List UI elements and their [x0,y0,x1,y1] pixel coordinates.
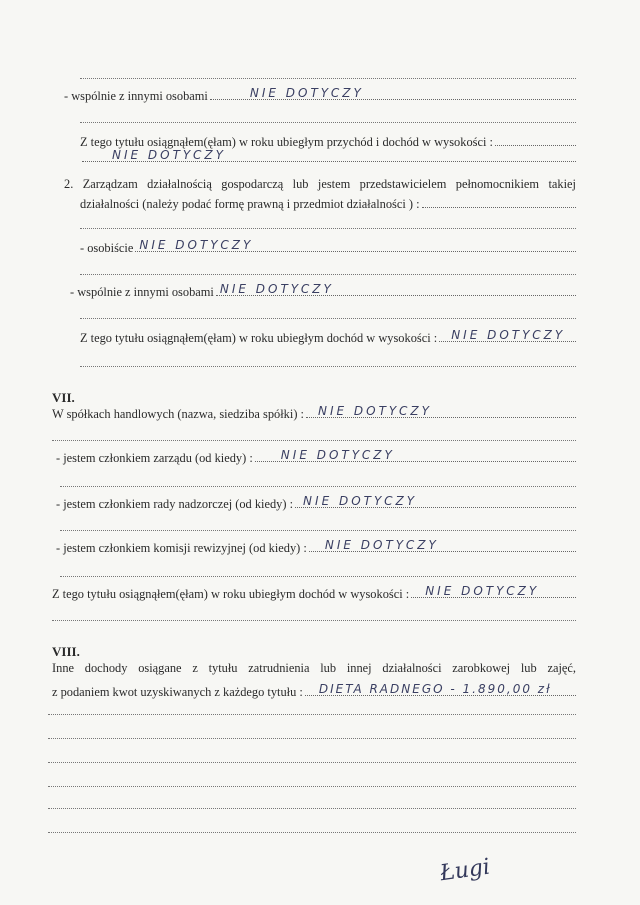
field-fill [210,88,576,100]
field-label: - jestem członkiem rady nadzorczej (od kiedy) : [56,497,294,511]
field-label: działalności (należy podać formę prawną i przedmiot działalności ) : [80,197,420,211]
dotted-rule [52,440,576,441]
handwritten-entry: NIE DOTYCZY [324,538,439,552]
handwritten-entry: NIE DOTYCZY [280,448,395,462]
field-label: - osobiście [80,241,134,255]
field-fill [295,496,576,508]
field-fill [439,330,576,342]
handwritten-entry: NIE DOTYCZY [139,238,254,252]
dotted-rule [60,576,576,577]
handwritten-entry: NIE DOTYCZY [303,494,418,508]
field-fill [422,196,576,208]
field-row-other-income [52,684,576,700]
field-row-joint-1 [64,88,576,104]
dotted-rule [80,228,576,229]
item-2-text: 2. Zarządzam działalnością gospodarczą lub jestem przedstawicielem pełnomocnikiem takiej [64,177,576,191]
dotted-rule [48,738,576,739]
field-row-income-3 [52,586,576,602]
field-fill [82,150,576,162]
dotted-rule [80,274,576,275]
field-fill [255,450,576,462]
section-viii-text: Inne dochody osiągane z tytułu zatrudnienia lub innej działalności zarobkowej lub zajęć, [52,661,576,675]
handwritten-entry: NIE DOTYCZY [219,282,334,296]
field-label: Z tego tytułu osiągnąłem(ęłam) w roku ubiegłym dochód w wysokości : [52,587,410,601]
handwritten-entry: NIE DOTYCZY [112,148,226,162]
field-row-supervisory [56,496,576,512]
handwritten-signature: Ługi [438,854,492,887]
handwritten-entry: NIE DOTYCZY [425,584,540,598]
dotted-rule [80,318,576,319]
field-label: - wspólnie z innymi osobami [70,285,214,299]
field-label: - wspólnie z innymi osobami [64,89,208,103]
section-viii-heading: VIII. [52,644,80,659]
handwritten-entry: DIETA RADNEGO - 1.890,00 zł [318,682,552,696]
dotted-rule [80,366,576,367]
section-vii-heading: VII. [52,390,75,405]
field-row-personal [80,240,576,256]
handwritten-entry: NIE DOTYCZY [451,328,566,342]
field-fill [305,684,576,696]
dotted-rule [48,762,576,763]
field-row-joint-2 [70,284,576,300]
field-row-income-1-cont [80,150,576,162]
dotted-rule [60,530,576,531]
dotted-rule [48,714,576,715]
field-label: Z tego tytułu osiągnąłem(ęłam) w roku ubiegłym przychód i dochód w wysokości : [80,135,493,149]
dotted-rule [48,808,576,809]
field-fill [495,134,576,146]
dotted-rule [60,486,576,487]
field-row-companies [52,406,576,422]
dotted-rule [80,122,576,123]
field-label: - jestem członkiem komisji rewizyjnej (od kiedy) : [56,541,307,555]
field-fill [309,540,576,552]
dotted-rule [52,620,576,621]
field-fill [216,284,576,296]
item-2-text-cont [80,196,576,212]
handwritten-entry: NIE DOTYCZY [249,86,364,100]
field-label: z podaniem kwot uzyskiwanych z każdego tytułu : [52,685,303,699]
dotted-rule [80,78,576,79]
field-fill [135,240,576,252]
dotted-rule [48,832,576,833]
dotted-rule [48,786,576,787]
field-fill [306,406,576,418]
field-label: W spółkach handlowych (nazwa, siedziba spółki) : [52,407,304,421]
field-row-income-2 [80,330,576,346]
field-row-audit [56,540,576,556]
field-label: Z tego tytułu osiągnąłem(ęłam) w roku ubiegłym dochód w wysokości : [80,331,438,345]
field-fill [411,586,576,598]
field-label: - jestem członkiem zarządu (od kiedy) : [56,451,253,465]
handwritten-entry: NIE DOTYCZY [318,404,432,418]
field-row-board [56,450,576,466]
